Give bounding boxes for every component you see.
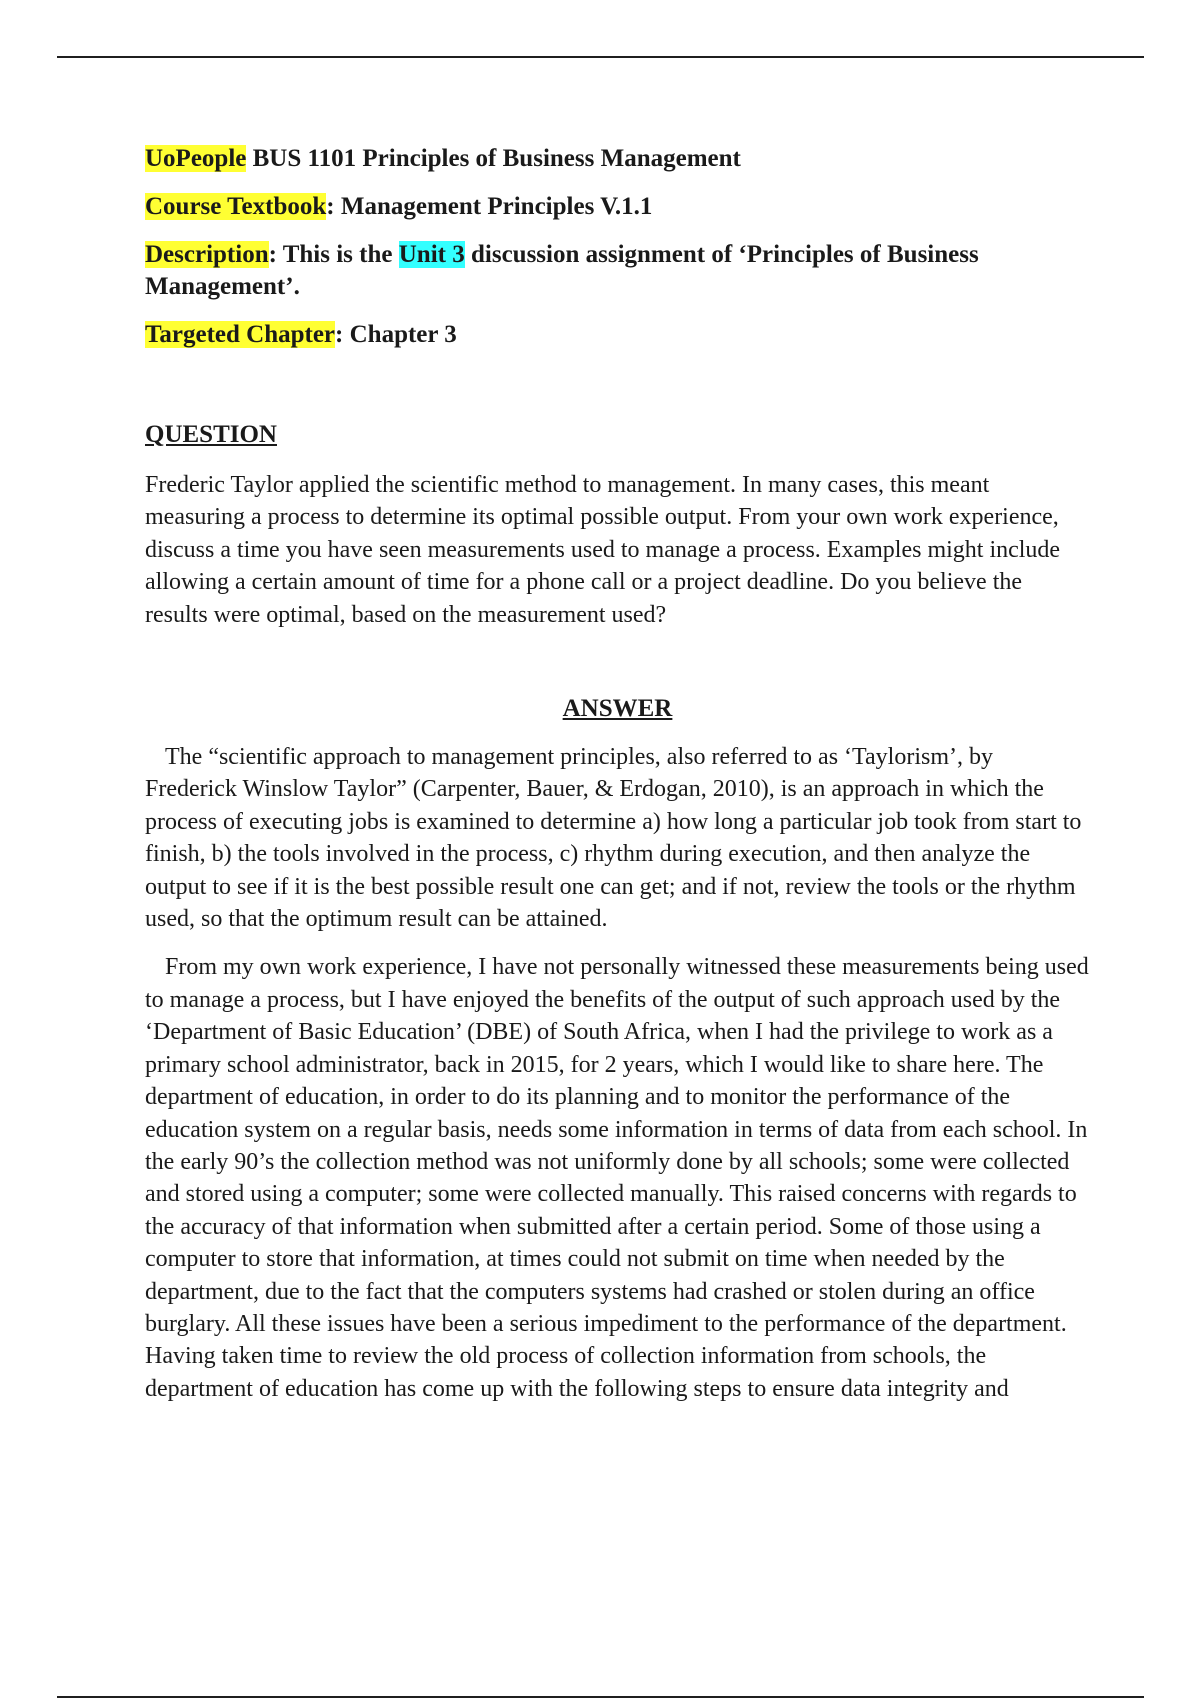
textbook-value: : Management Principles V.1.1: [326, 193, 653, 220]
unit-highlight: Unit 3: [398, 241, 465, 268]
top-rule: [57, 56, 1144, 58]
course-title-line: [145, 143, 1090, 175]
answer-paragraph-2: From my own work experience, I have not personally witnessed these measurements being used to manage a process, but I have enjoyed the benefits of the output of such approach used by the ‘Department of Basic Education’ (DBE) of South Africa, when I had the privilege to work as a primary school administrator, back in 2015, for 2 years, which I would like to share here. The department of education, in order to do its planning and to monitor the performance of the education system on a regular basis, needs some information in terms of data from each school. In the early 90’s the collection method was not uniformly done by all schools; some were collected and stored using a computer; some were collected manually. This raised concerns with regards to the accuracy of that information when submitted after a certain period. Some of those using a computer to store that information, at times could not submit on time when needed by the department, due to the fact that the computers systems had crashed or stolen during an office burglary. All these issues have been a serious impediment to the performance of the department. Having taken time to review the old process of collection information from schools, the department of education has come up with the following steps to ensure data integrity and: [145, 954, 1089, 1402]
description-post: discussion assignment of ‘Principles of Business Management’.: [145, 241, 979, 300]
school-highlight: UoPeople: [145, 145, 247, 172]
answer-paragraph-1: The “scientific approach to management principles, also referred to as ‘Taylorism’, by Frederick Winslow Taylor” (Carpenter, Bauer, & Erdogan, 2010), is an approach in which the process of executing jobs is examined to determine a) how long a particular job took from start to finish, b) the tools involved in the process, c) rhythm during execution, and then analyze the output to see if it is the best possible result one can get; and if not, review the tools or the rhythm used, so that the optimum result can be attained.: [145, 744, 1082, 933]
bottom-rule: [57, 1696, 1144, 1698]
answer-heading: ANSWER: [562, 695, 673, 723]
description-label: Description: [145, 241, 269, 268]
textbook-label: Course Textbook: [145, 193, 327, 220]
question-heading: QUESTION: [145, 421, 277, 448]
course-title: BUS 1101 Principles of Business Management: [246, 145, 741, 172]
description-pre: : This is the: [268, 241, 399, 268]
document-page: [145, 143, 1090, 1405]
question-text: Frederic Taylor applied the scientific method to management. In many cases, this meant measuring a process to determine its optimal possible output. From your own work experience, discuss a time you have seen measurements used to manage a process. Examples might include allowing a certain amount of time for a phone call or a project deadline. Do you believe the results were optimal, based on the measurement used?: [145, 472, 1061, 628]
chapter-value: : Chapter 3: [335, 321, 457, 348]
textbook-line: [145, 191, 1090, 223]
chapter-label: Targeted Chapter: [145, 321, 336, 348]
description-line: [145, 239, 1090, 303]
chapter-line: [145, 319, 1090, 351]
